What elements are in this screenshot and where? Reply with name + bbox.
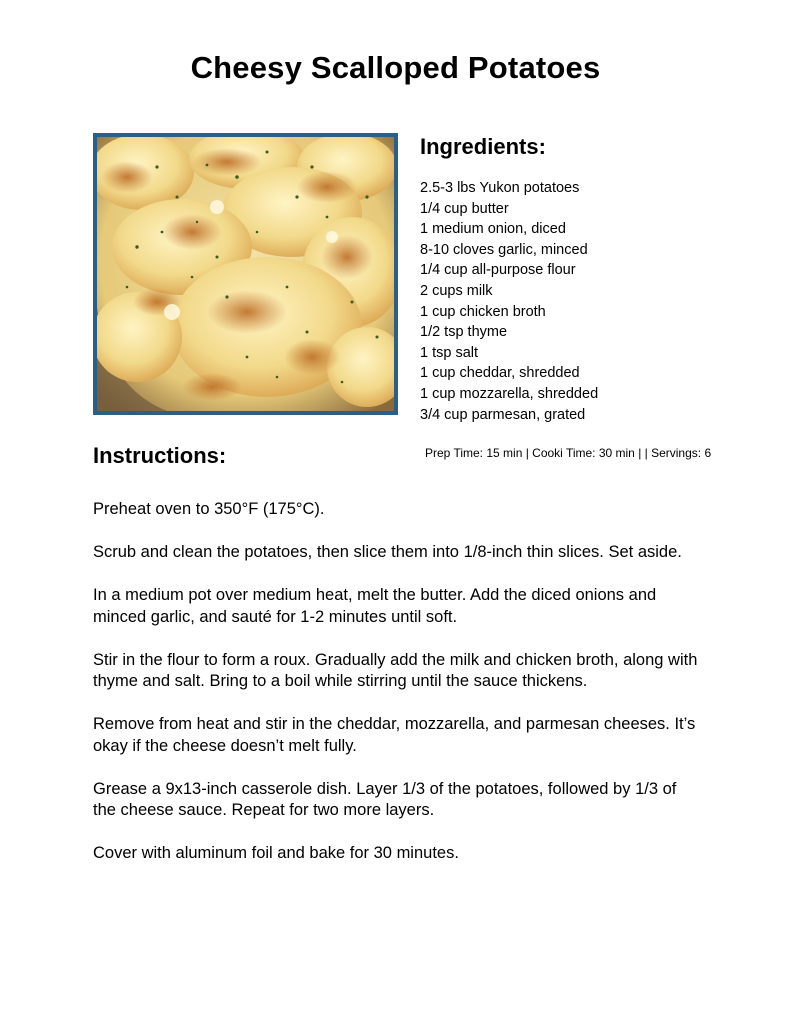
ingredient-item: 1 medium onion, diced	[420, 221, 566, 238]
instructions-heading: Instructions:	[93, 443, 227, 468]
instruction-step: Stir in the flour to form a roux. Gradually add the milk and chicken broth, along with thyme and salt. Bring to a boil while stirring until the sauce thickens.	[93, 650, 698, 690]
ingredient-item: 2.5-3 lbs Yukon potatoes	[420, 180, 580, 196]
ingredient-item: 8-10 cloves garlic, minced	[420, 241, 588, 258]
ingredient-item: 3/4 cup parmesan, grated	[420, 406, 586, 423]
ingredient-item: 1/4 cup all-purpose flour	[420, 262, 576, 279]
ingredients-list	[420, 178, 598, 425]
recipe-title: Cheesy Scalloped Potatoes	[190, 50, 601, 85]
ingredient-item: 2 cups milk	[420, 282, 493, 299]
instruction-step: Cover with aluminum foil and bake for 30 minutes.	[93, 844, 459, 862]
instructions-steps	[93, 499, 703, 886]
recipe-meta: Prep Time: 15 min | Cooki Time: 30 min | | Servings: 6	[425, 446, 712, 460]
instruction-step: In a medium pot over medium heat, melt the butter. Add the diced onions and minced garlic, and sauté for 1-2 minutes until soft.	[93, 586, 657, 626]
ingredient-item: 1 cup chicken broth	[420, 303, 546, 320]
recipe-photo	[93, 133, 398, 415]
ingredient-item: 1 tsp salt	[420, 344, 479, 361]
ingredient-item: 1 cup mozzarella, shredded	[420, 385, 599, 402]
ingredients-heading: Ingredients:	[420, 134, 546, 159]
instruction-step: Preheat oven to 350°F (175°C).	[93, 500, 325, 518]
ingredient-item: 1/2 tsp thyme	[420, 324, 508, 341]
instruction-step: Scrub and clean the potatoes, then slice them into 1/8-inch thin slices. Set aside.	[93, 543, 682, 561]
instruction-step: Remove from heat and stir in the cheddar, mozzarella, and parmesan cheeses. It’s okay if the cheese doesn’t melt fully.	[93, 715, 696, 755]
ingredient-item: 1/4 cup butter	[420, 200, 509, 217]
instruction-step: Grease a 9x13-inch casserole dish. Layer 1/3 of the potatoes, followed by 1/3 of the cheese sauce. Repeat for two more layers.	[93, 779, 677, 819]
ingredient-item: 1 cup cheddar, shredded	[420, 365, 580, 382]
scalloped-potatoes-image	[97, 137, 394, 411]
